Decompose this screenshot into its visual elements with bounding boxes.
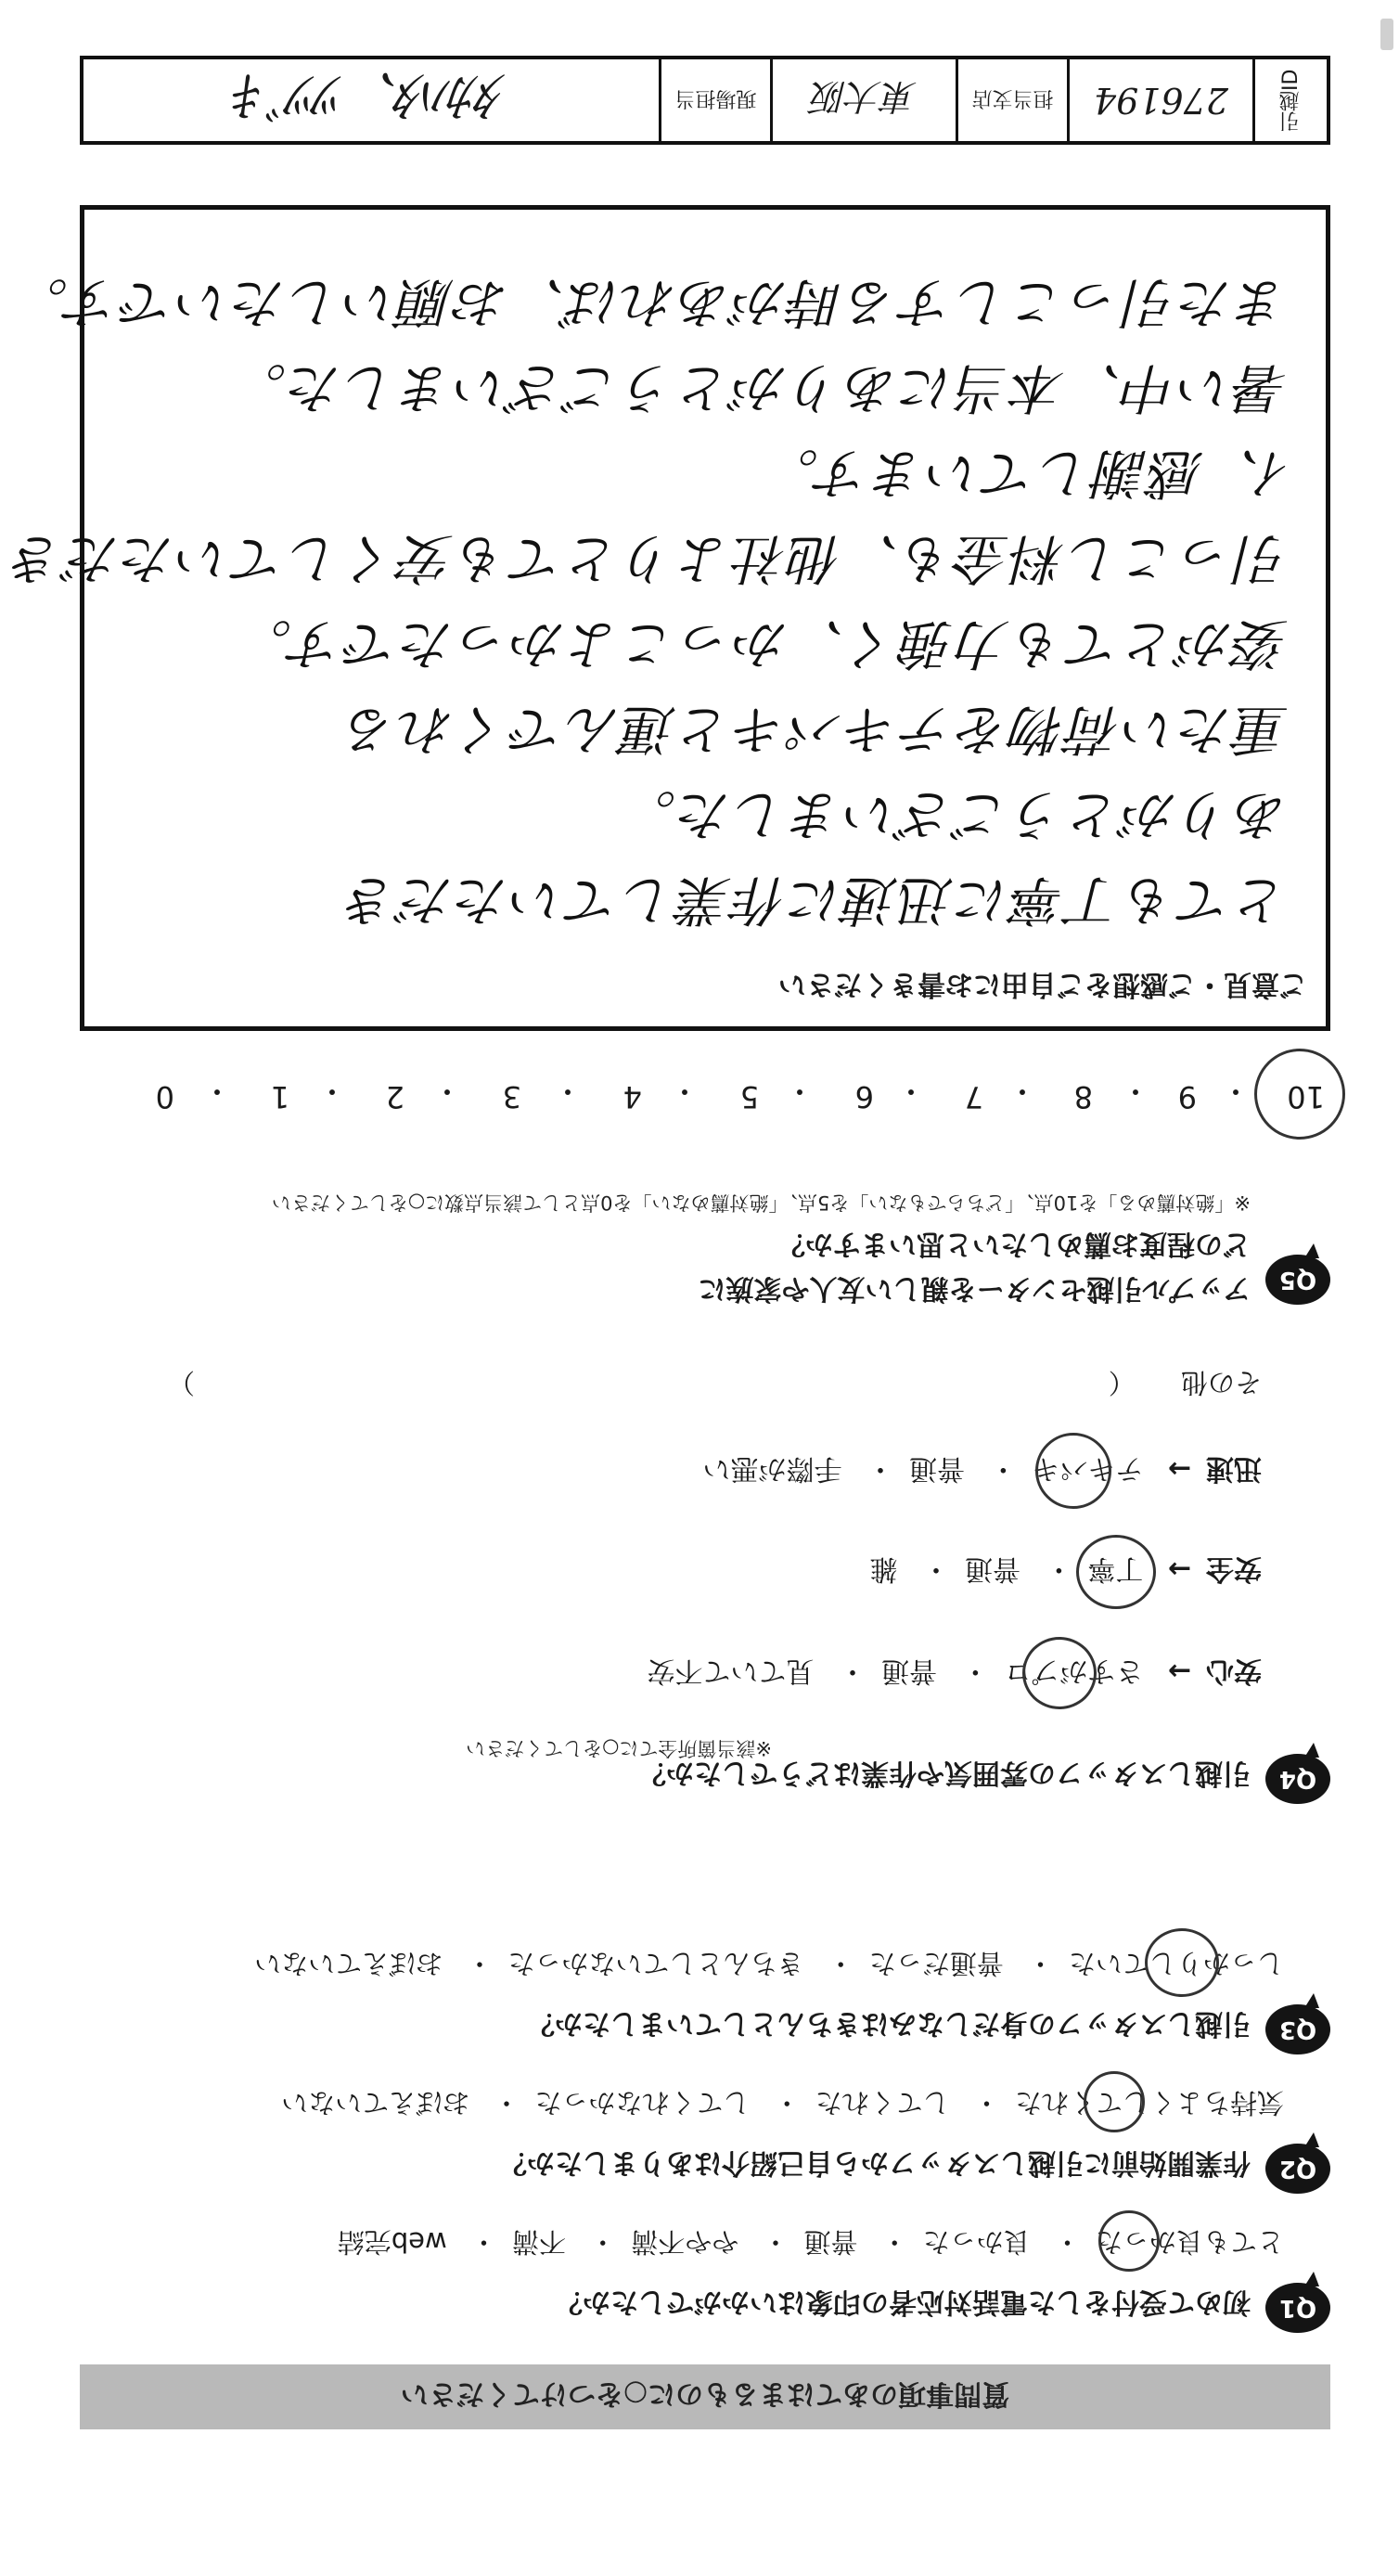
id-label: 引越ID — [1279, 69, 1303, 132]
selection-circle — [1145, 1928, 1219, 1997]
q4-row-label: 迅速 — [1206, 1452, 1262, 1485]
q2-option-label: 気持ちよくしてくれた — [1014, 2087, 1284, 2119]
q4-option[interactable] — [1004, 1654, 1143, 1694]
q4-row-jinsoku — [703, 1451, 1263, 1492]
q4-row-label: 安心 — [1206, 1655, 1262, 1687]
q5-scale-option[interactable]: 2 — [385, 1079, 404, 1114]
q2-option[interactable]: してくれなかった — [534, 2087, 751, 2119]
branch-label: 担当支店 — [971, 86, 1054, 110]
q3-option[interactable]: きちんとしていなかった — [507, 1948, 804, 1979]
separator: ・ — [1045, 1552, 1073, 1585]
id-label-cell — [1252, 59, 1327, 141]
comment-line: ｲ、感謝しています。 — [763, 442, 1289, 505]
q3-option[interactable]: おぼえていない — [254, 1948, 443, 1979]
branch-value: 東大阪 — [811, 76, 918, 118]
q1-option[interactable]: 良かった — [922, 2226, 1031, 2258]
q2-options — [281, 2085, 1284, 2123]
comment-line: ありがとうございました。 — [620, 783, 1289, 846]
q5-question-line1: アップル引越センターを親しい友人や家族に — [698, 1272, 1251, 1305]
comment-line: 引っこし料金も、他社よりとても安くしていただき — [7, 527, 1289, 590]
q2-option[interactable]: してくれた — [815, 2087, 950, 2119]
q1-option-label: とても良かった — [1095, 2226, 1284, 2258]
q5-scale-option[interactable]: 6 — [854, 1079, 874, 1114]
q5-question-line2: どの程度お薦めしたいと思いますか？ — [777, 1228, 1251, 1260]
q2-question: 作業開始前に引越しスタッフから自己紹介はありましたか？ — [499, 2146, 1251, 2179]
separator: ・ — [1026, 1948, 1054, 1979]
separator: ・ — [1053, 2226, 1081, 2258]
scale-separator: ・ — [431, 1074, 462, 1109]
q4-other — [148, 1365, 1262, 1403]
separator: ・ — [961, 1655, 990, 1687]
q5-note: ※「絶対薦める」を10点、「どちらでもない」を5点、「絶対薦めない」を0点として該当点数に○をしてください — [271, 1191, 1251, 1214]
q5-scale-option[interactable]: 5 — [739, 1079, 759, 1114]
q4-row-anshin — [648, 1654, 1263, 1694]
arrow: → — [1167, 1452, 1191, 1485]
selection-circle — [1084, 2071, 1145, 2132]
q1-option[interactable]: やや不満 — [631, 2226, 739, 2258]
q1-question: 初めて受付をした電話対応者の印象はいかがでしたか？ — [555, 2286, 1251, 2318]
separator: ・ — [866, 1452, 894, 1485]
separator: ・ — [762, 2226, 789, 2258]
footer-info-table — [80, 56, 1330, 145]
q2-option[interactable]: おぼえていない — [281, 2087, 470, 2119]
q2-option[interactable] — [1015, 2085, 1284, 2123]
q1-badge: Q1 — [1265, 2283, 1330, 2333]
q5-scale-option[interactable]: 8 — [1073, 1079, 1093, 1114]
q5-scale-option[interactable]: 9 — [1177, 1079, 1197, 1114]
q4-row-anzen — [870, 1552, 1263, 1592]
scale-separator: ・ — [201, 1074, 232, 1109]
q4-option-label: さすがプロ — [1004, 1655, 1144, 1687]
selection-circle — [1254, 1049, 1345, 1140]
separator: ・ — [589, 2226, 617, 2258]
scale-separator: ・ — [784, 1074, 815, 1109]
q3-option-label: しっかりしていた — [1068, 1948, 1284, 1979]
separator: ・ — [972, 2087, 1000, 2119]
comment-box[interactable] — [7, 205, 1330, 1031]
q4-question: 引越しスタッフの雰囲気や作業はどうでしたか？ — [638, 1757, 1251, 1789]
q5-scale-option[interactable]: 7 — [964, 1079, 983, 1114]
q1-option[interactable]: 普通 — [803, 2226, 858, 2258]
separator: ・ — [838, 1655, 866, 1687]
comment-line: 暑い中、本当にありがとうございました。 — [230, 356, 1289, 419]
scale-separator: ・ — [669, 1074, 700, 1109]
q2-badge: Q2 — [1265, 2144, 1330, 2194]
q4-option[interactable]: 普通 — [964, 1552, 1020, 1585]
q1-options — [338, 2224, 1284, 2262]
separator: ・ — [469, 2226, 497, 2258]
q5-scale-option[interactable]: 4 — [622, 1079, 642, 1114]
q4-badge: Q4 — [1265, 1754, 1330, 1804]
q4-option[interactable]: 見ていて不安 — [647, 1655, 815, 1687]
q4-option-label: 丁寧 — [1087, 1552, 1144, 1585]
comment-line: 姿がとても力強く、かっこよかったです。 — [236, 612, 1289, 676]
comment-line: とても丁寧に迅速に作業していただき — [341, 869, 1289, 932]
arrow: → — [1167, 1552, 1191, 1585]
q4-option[interactable]: 普通 — [908, 1452, 965, 1485]
selection-circle — [1098, 2210, 1160, 2272]
leader-value: ﾀｶﾊﾀ、ﾂﾂﾞｷ — [237, 64, 507, 127]
scale-separator: ・ — [1007, 1074, 1037, 1109]
q3-badge: Q3 — [1265, 2004, 1330, 2054]
separator: ・ — [880, 2226, 908, 2258]
q4-note: ※該当箇所全てに○をしてください — [466, 1737, 772, 1759]
q3-question: 引越しスタッフの身だしなみはきちんとしていましたか？ — [527, 2007, 1251, 2040]
q4-option[interactable]: 雑 — [869, 1552, 898, 1585]
separator: ・ — [827, 1948, 854, 1979]
q4-option[interactable] — [1087, 1552, 1143, 1592]
q5-scale-option[interactable]: 1 — [270, 1079, 289, 1114]
q4-other-label: その他 — [1180, 1367, 1262, 1398]
separator: ・ — [466, 1948, 494, 1979]
separator: ・ — [921, 1552, 950, 1585]
comment-line: また引っこしする時があれば、お願いしたいです。 — [12, 271, 1289, 334]
q3-option[interactable]: 普通だった — [868, 1948, 1004, 1979]
comment-title: ご意見・ご感想をご自由にお書きください — [778, 968, 1307, 1000]
leader-label-cell — [659, 59, 770, 141]
q4-option[interactable] — [1032, 1451, 1143, 1492]
arrow: → — [1167, 1655, 1191, 1687]
q1-option[interactable]: 不満 — [511, 2226, 566, 2258]
q3-option[interactable] — [1069, 1946, 1284, 1984]
branch-value-cell[interactable] — [770, 59, 956, 141]
scale-separator: ・ — [552, 1074, 583, 1109]
leader-value-cell[interactable] — [83, 59, 659, 141]
q4-option[interactable]: 普通 — [880, 1655, 937, 1687]
q3-options — [254, 1946, 1284, 1984]
scale-separator: ・ — [895, 1074, 926, 1109]
branch-label-cell — [956, 59, 1067, 141]
q5-scale-option[interactable]: 3 — [502, 1079, 521, 1114]
q5-scale-option[interactable]: 0 — [155, 1079, 174, 1114]
id-value-cell[interactable] — [1067, 59, 1252, 141]
separator: ・ — [493, 2087, 520, 2119]
q5-scale-option[interactable]: 10 — [1287, 1079, 1325, 1114]
q4-other-paren-close: ） — [167, 1367, 195, 1398]
comment-handwritten-text — [7, 260, 1289, 943]
q1-option[interactable] — [1096, 2224, 1284, 2262]
q4-option[interactable]: 手際が悪い — [702, 1452, 842, 1485]
scale-separator: ・ — [1220, 1074, 1251, 1109]
separator: ・ — [989, 1452, 1018, 1485]
scale-separator: ・ — [1120, 1074, 1150, 1109]
q1-option[interactable]: web完結 — [337, 2226, 447, 2258]
id-value: 276194 — [1093, 80, 1229, 121]
separator: ・ — [773, 2087, 801, 2119]
q4-other-paren-open: （ — [1108, 1367, 1136, 1398]
q4-row-label: 安全 — [1206, 1552, 1262, 1585]
q5-badge: Q5 — [1265, 1255, 1330, 1305]
q4-option-label: テキパキ — [1032, 1452, 1144, 1485]
selection-circle — [1035, 1433, 1111, 1509]
instruction-bar: 質問事項のあてはまるものに○をつけてください — [80, 2364, 1330, 2429]
comment-line: 重たい荷物をテキパキと運んでくれる — [341, 698, 1289, 761]
leader-label: 現場担当 — [674, 86, 757, 110]
scale-separator: ・ — [316, 1074, 347, 1109]
selection-circle — [1076, 1535, 1156, 1609]
selection-circle — [1022, 1637, 1097, 1709]
